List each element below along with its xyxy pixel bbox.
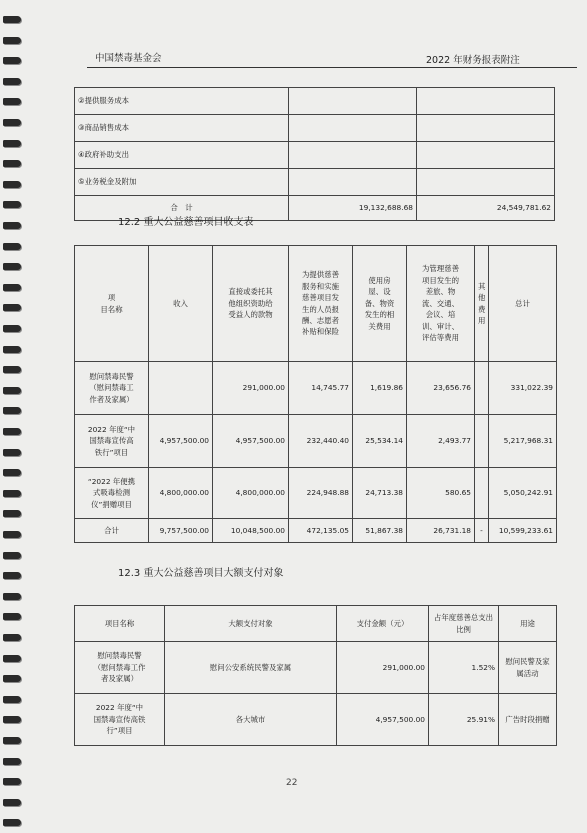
other-cell: - bbox=[475, 519, 489, 543]
binding-ring bbox=[3, 510, 21, 517]
binding-ring bbox=[3, 407, 21, 414]
column-header: 收入 bbox=[149, 246, 213, 362]
value-cell bbox=[289, 115, 417, 142]
column-header: 项 目名称 bbox=[75, 246, 149, 362]
income-cell bbox=[149, 362, 213, 415]
binding-ring bbox=[3, 325, 21, 332]
project-name: 慰问禁毒民警 （慰问禁毒工 作者及家属） bbox=[75, 362, 149, 415]
column-header: 为提供慈善 服务和实施 慈善项目发 生的人员报 酬、志愿者 补贴和保险 bbox=[289, 246, 353, 362]
binding-ring bbox=[3, 778, 21, 785]
column-header: 直接或委托其 他组织资助给 受益人的款物 bbox=[213, 246, 289, 362]
payee-cell: 慰问公安系统民警及家属 bbox=[165, 642, 337, 694]
property-cell: 1,619.86 bbox=[353, 362, 407, 415]
value-cell bbox=[417, 115, 555, 142]
project-name: 2022 年度“中 国禁毒宣传高 铁行”项目 bbox=[75, 415, 149, 468]
table-row bbox=[75, 142, 555, 169]
binding-ring bbox=[3, 181, 21, 188]
binding-ring bbox=[3, 16, 21, 23]
binding-ring bbox=[3, 243, 21, 250]
direct-cell: 4,957,500.00 bbox=[213, 415, 289, 468]
total-row bbox=[75, 519, 557, 543]
table-header-row bbox=[75, 606, 557, 642]
binding-ring bbox=[3, 98, 21, 105]
use-cell: 慰问民警及家 属活动 bbox=[499, 642, 557, 694]
row-label: ③商品销售成本 bbox=[75, 115, 289, 142]
row-label: ④政府补助支出 bbox=[75, 142, 289, 169]
header-document-title: 2022 年财务报表附注 bbox=[426, 55, 520, 66]
total-value: 24,549,781.62 bbox=[417, 196, 555, 221]
binding-ring bbox=[3, 593, 21, 600]
binding-ring bbox=[3, 78, 21, 85]
total-cell: 10,599,233.61 bbox=[489, 519, 557, 543]
property-cell: 25,534.14 bbox=[353, 415, 407, 468]
binding-ring bbox=[3, 119, 21, 126]
binding-ring bbox=[3, 675, 21, 682]
project-name: 2022 年度“中 国禁毒宣传高铁 行”项目 bbox=[75, 694, 165, 746]
binding-ring bbox=[3, 716, 21, 723]
section-heading: 12.2 重大公益慈善项目收支表 bbox=[118, 217, 254, 228]
binding-ring bbox=[3, 387, 21, 394]
table-row bbox=[75, 468, 557, 519]
table-header-row bbox=[75, 246, 557, 362]
document-page bbox=[30, 0, 587, 833]
ratio-cell: 1.52% bbox=[429, 642, 499, 694]
income-cell: 4,800,000.00 bbox=[149, 468, 213, 519]
value-cell bbox=[417, 88, 555, 115]
personnel-cell: 472,135.05 bbox=[289, 519, 353, 543]
binding-ring bbox=[3, 366, 21, 373]
table-row bbox=[75, 694, 557, 746]
table-row bbox=[75, 642, 557, 694]
binding-ring bbox=[3, 737, 21, 744]
personnel-cell: 232,440.40 bbox=[289, 415, 353, 468]
column-header: 支付金额（元） bbox=[337, 606, 429, 642]
binding-ring bbox=[3, 819, 21, 826]
income-cell: 9,757,500.00 bbox=[149, 519, 213, 543]
column-header: 使用房 屋、设 备、物资 发生的相 关费用 bbox=[353, 246, 407, 362]
binding-ring bbox=[3, 572, 21, 579]
column-header: 大额支付对象 bbox=[165, 606, 337, 642]
spiral-binding bbox=[0, 0, 30, 833]
direct-cell: 291,000.00 bbox=[213, 362, 289, 415]
other-cell bbox=[475, 362, 489, 415]
row-label: ②提供服务成本 bbox=[75, 88, 289, 115]
amount-cell: 291,000.00 bbox=[337, 642, 429, 694]
section-heading: 12.3 重大公益慈善项目大额支付对象 bbox=[118, 568, 284, 579]
table-row bbox=[75, 169, 555, 196]
payee-cell: 各大城市 bbox=[165, 694, 337, 746]
column-header: 项目名称 bbox=[75, 606, 165, 642]
binding-ring bbox=[3, 758, 21, 765]
total-value: 19,132,688.68 bbox=[289, 196, 417, 221]
binding-ring bbox=[3, 57, 21, 64]
amount-cell: 4,957,500.00 bbox=[337, 694, 429, 746]
row-label: ⑤业务税金及附加 bbox=[75, 169, 289, 196]
binding-ring bbox=[3, 696, 21, 703]
personnel-cell: 224,948.88 bbox=[289, 468, 353, 519]
binding-ring bbox=[3, 799, 21, 806]
total-cell: 5,050,242.91 bbox=[489, 468, 557, 519]
binding-ring bbox=[3, 552, 21, 559]
total-cell: 5,217,968.31 bbox=[489, 415, 557, 468]
ratio-cell: 25.91% bbox=[429, 694, 499, 746]
header-rule bbox=[87, 67, 577, 68]
income-cell: 4,957,500.00 bbox=[149, 415, 213, 468]
binding-ring bbox=[3, 263, 21, 270]
page-number: 22 bbox=[286, 778, 298, 788]
binding-ring bbox=[3, 304, 21, 311]
management-cell: 580.65 bbox=[407, 468, 475, 519]
large-payment-table bbox=[74, 605, 557, 746]
total-label: 合计 bbox=[75, 519, 149, 543]
property-cell: 51,867.38 bbox=[353, 519, 407, 543]
binding-ring bbox=[3, 490, 21, 497]
use-cell: 广告时段捐赠 bbox=[499, 694, 557, 746]
value-cell bbox=[289, 169, 417, 196]
table-row bbox=[75, 415, 557, 468]
value-cell bbox=[417, 169, 555, 196]
binding-ring bbox=[3, 37, 21, 44]
table-row bbox=[75, 115, 555, 142]
binding-ring bbox=[3, 655, 21, 662]
management-cell: 2,493.77 bbox=[407, 415, 475, 468]
personnel-cell: 14,745.77 bbox=[289, 362, 353, 415]
binding-ring bbox=[3, 222, 21, 229]
charity-project-table bbox=[74, 245, 557, 543]
management-cell: 26,731.18 bbox=[407, 519, 475, 543]
column-header: 总计 bbox=[489, 246, 557, 362]
cost-table bbox=[74, 87, 555, 221]
value-cell bbox=[289, 88, 417, 115]
binding-ring bbox=[3, 284, 21, 291]
column-header: 用途 bbox=[499, 606, 557, 642]
binding-ring bbox=[3, 469, 21, 476]
value-cell bbox=[289, 142, 417, 169]
binding-ring bbox=[3, 634, 21, 641]
property-cell: 24,713.38 bbox=[353, 468, 407, 519]
management-cell: 23,656.76 bbox=[407, 362, 475, 415]
binding-ring bbox=[3, 531, 21, 538]
binding-ring bbox=[3, 613, 21, 620]
value-cell bbox=[417, 142, 555, 169]
column-header: 其 他 费 用 bbox=[475, 246, 489, 362]
other-cell bbox=[475, 468, 489, 519]
binding-ring bbox=[3, 201, 21, 208]
binding-ring bbox=[3, 428, 21, 435]
binding-ring bbox=[3, 346, 21, 353]
direct-cell: 10,048,500.00 bbox=[213, 519, 289, 543]
binding-ring bbox=[3, 140, 21, 147]
table-row bbox=[75, 88, 555, 115]
table-row bbox=[75, 362, 557, 415]
column-header: 占年度慈善总支出 比例 bbox=[429, 606, 499, 642]
column-header: 为管理慈善 项目发生的 差旅、物 流、交通、 会议、培 训、审计、 评估等费用 bbox=[407, 246, 475, 362]
project-name: “2022 年便携 式吸毒检测 仪”捐赠项目 bbox=[75, 468, 149, 519]
binding-ring bbox=[3, 449, 21, 456]
total-cell: 331,022.39 bbox=[489, 362, 557, 415]
other-cell bbox=[475, 415, 489, 468]
total-label: 合 计 bbox=[75, 196, 289, 221]
project-name: 慰问禁毒民警 （慰问禁毒工作 者及家属） bbox=[75, 642, 165, 694]
direct-cell: 4,800,000.00 bbox=[213, 468, 289, 519]
header-organization: 中国禁毒基金会 bbox=[95, 53, 162, 64]
binding-ring bbox=[3, 160, 21, 167]
